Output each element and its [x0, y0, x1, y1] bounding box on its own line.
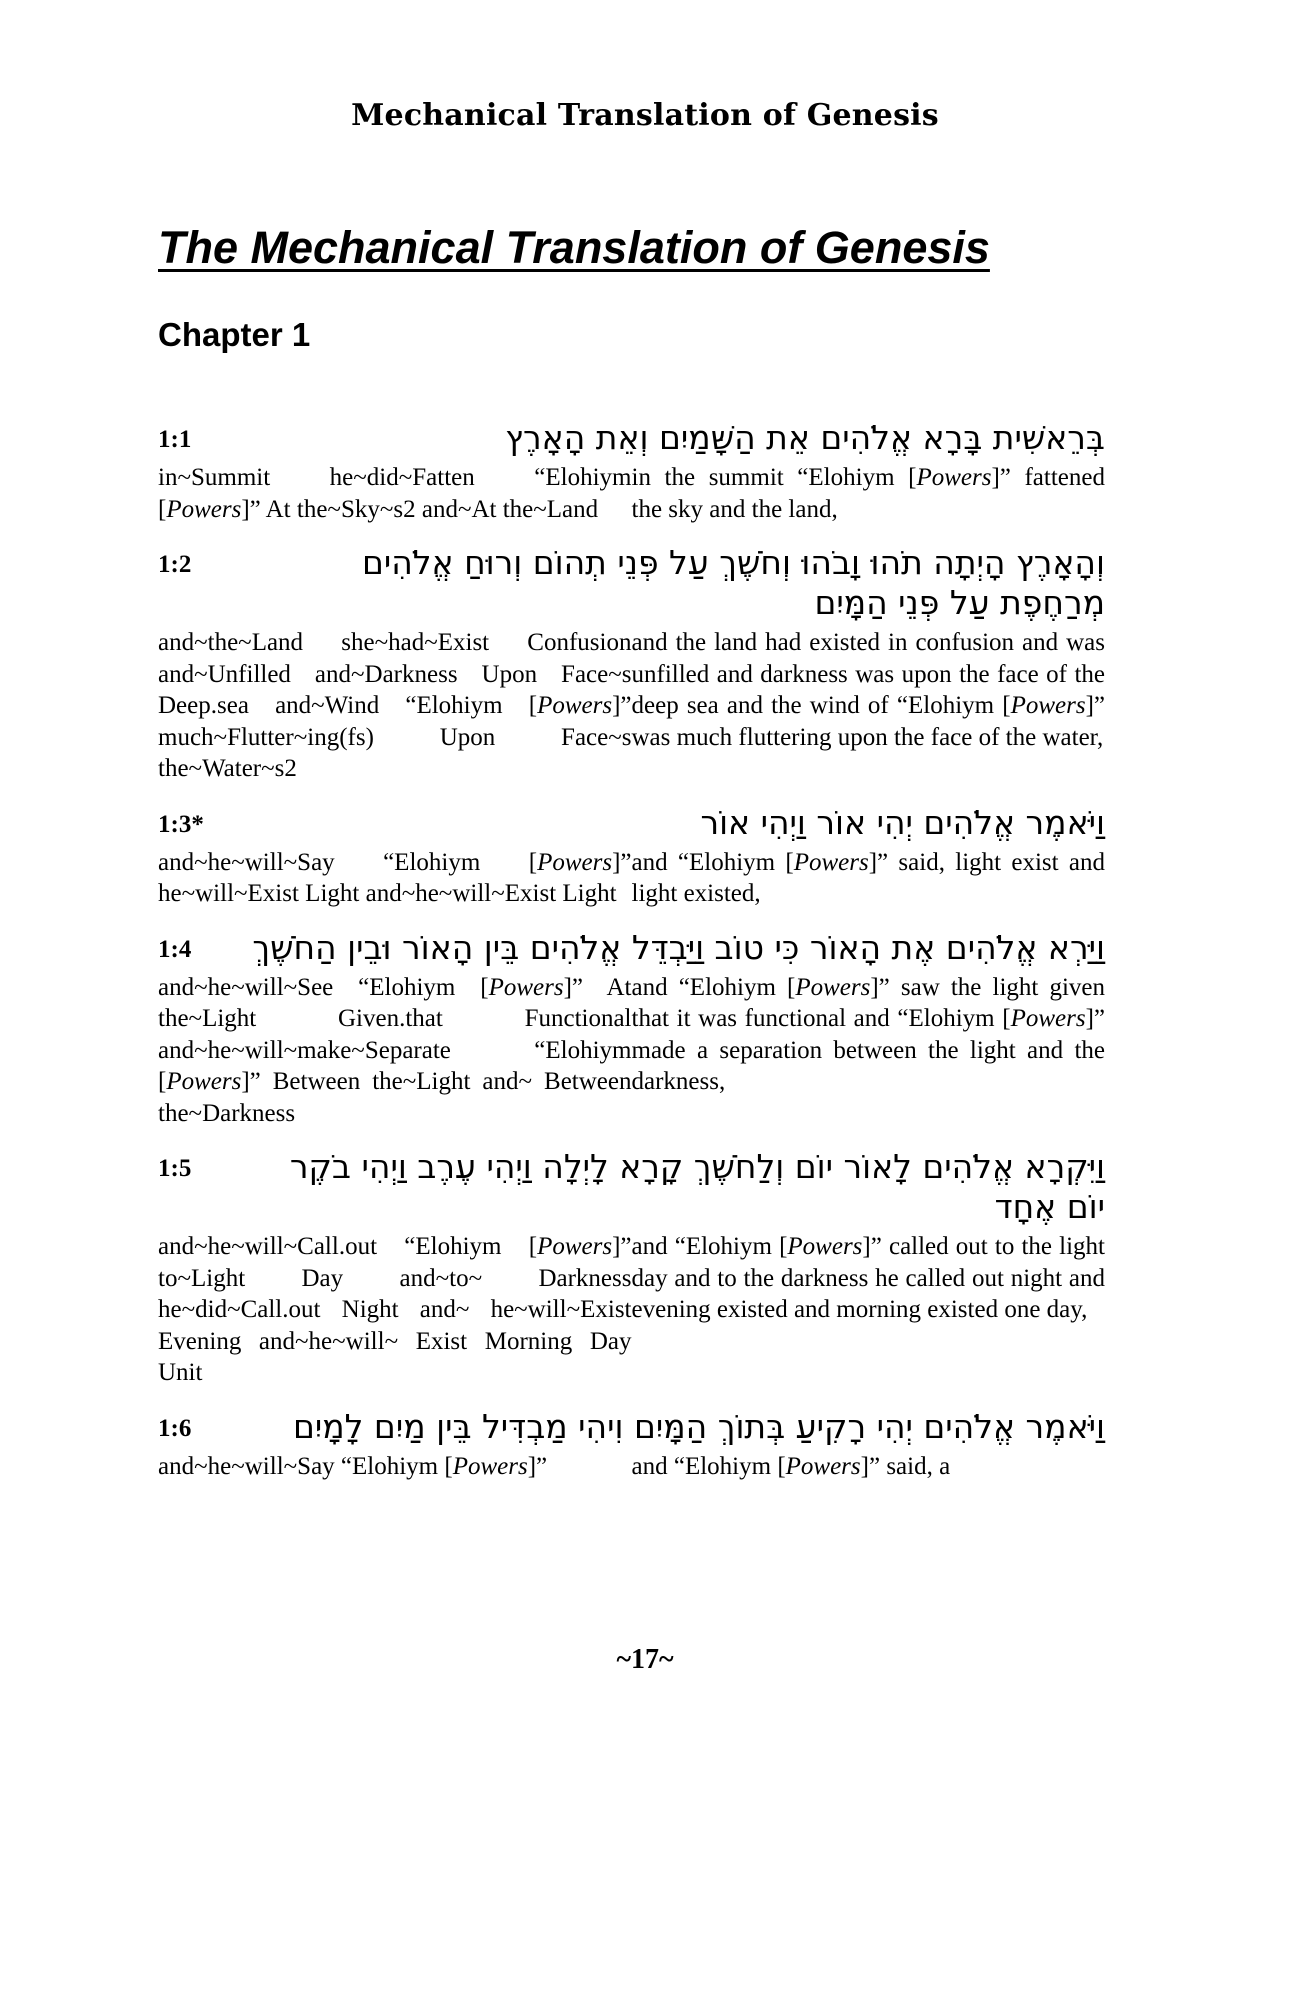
literal-translation: and “Elohiym [Powers]” said, light exist and light existed, [631, 848, 1105, 907]
mechanical-translation: and~he~will~Say “Elohiym [Powers]” he~will~Exist Light and~he~will~Exist Light [158, 848, 632, 907]
verse-1-5 [158, 1147, 1105, 1389]
mechanical-translation: in~Summit he~did~Fatten “Elohiym [Powers]” At the~Sky~s2 and~At the~Land [158, 464, 632, 523]
mechanical-translation: and~he~will~Say “Elohiym [Powers]” [158, 1452, 548, 1480]
verse-number: 1:5 [158, 1155, 192, 1182]
literal-translation: and “Elohiym [Powers]” called out to the light day and to the darkness he called out night and evening existed and morning existed one day, [631, 1233, 1105, 1323]
literal-translation: and “Elohiym [Powers]” said, a [631, 1452, 951, 1480]
mechanical-translation: and~the~Land she~had~Exist Confusion and~Unfilled and~Darkness Upon Face~s Deep.sea and~Wind “Elohiym [Powers]” much~Flutter~ing(fs) Upon Face~s the~Water~s2 [158, 629, 632, 782]
verse-number: 1:2 [158, 551, 192, 578]
literal-translation: and the land had existed in confusion and was unfilled and darkness was upon the face of the deep sea and the wind of “Elohiym [Powers]” was much fluttering upon the face of the water, [631, 629, 1105, 751]
literal-translation: in the summit “Elohiym [Powers]” fattened the sky and the land, [631, 464, 1105, 523]
mechanical-translation: and~he~will~See “Elohiym [Powers]” At the~Light Given.that Functional and~he~will~make~Separate “Elohiym [Powers]” Between the~Light and~ Between the~Darkness [158, 973, 632, 1127]
verse-1-4 [158, 928, 1105, 1130]
verse-list [158, 418, 1105, 1500]
verse-number: 1:3* [158, 810, 204, 838]
hebrew-text: וַיַּרְא אֱלֹהִים אֶת הָאוֹר כִּי טוֹב וַיַּבְדֵּל אֱלֹהִים בֵּין הָאוֹר וּבֵין הַחֹשֶׁךְ [252, 927, 1105, 967]
running-head: Mechanical Translation of Genesis [351, 98, 939, 133]
hebrew-text: וַיֹּאמֶר אֱלֹהִים יְהִי אוֹר וַיְהִי אוֹר [700, 802, 1105, 842]
hebrew-text: בְּרֵאשִׁית בָּרָא אֱלֹהִים אֵת הַשָּׁמַיִם וְאֵת הָאָרֶץ [505, 418, 1105, 457]
page-title: The Mechanical Translation of Genesis [158, 222, 990, 273]
page-number: ~17~ [616, 1644, 674, 1675]
verse-number: 1:6 [158, 1414, 192, 1442]
verse-1-1 [158, 418, 1105, 525]
mechanical-translation: and~he~will~Call.out “Elohiym [Powers]” to~Light Day and~to~ Darkness he~did~Call.out Night and~ he~will~Exist Evening and~he~will~ Exist Morning Day Unit [158, 1233, 632, 1386]
verse-number: 1:4 [158, 935, 192, 963]
hebrew-text: וַיִּקְרָא אֱלֹהִים לָאוֹר יוֹם וְלַחֹשֶׁךְ קָרָא לָיְלָה וַיְהִי עֶרֶב וַיְהִי בֹקֶר יוֹם אֶחָד [289, 1147, 1105, 1226]
chapter-heading: Chapter 1 [158, 316, 311, 353]
hebrew-text: וְהָאָרֶץ הָיְתָה תֹהוּ וָבֹהוּ וְחֹשֶׁךְ עַל פְּנֵי תְהוֹם וְרוּחַ אֱלֹהִים מְרַחֶפֶת עַל פְּנֵי הַמָּיִם [361, 543, 1105, 622]
hebrew-text: וַיֹּאמֶר אֱלֹהִים יְהִי רָקִיעַ בְּתוֹךְ הַמָּיִם וִיהִי מַבְדִּיל בֵּין מַיִם לָמָיִם [292, 1406, 1105, 1446]
verse-1-3 [158, 803, 1105, 910]
literal-translation: and “Elohiym [Powers]” saw the light given that it was functional and “Elohiym [Powers]” made a separation between the light and the darkness, [631, 973, 1105, 1095]
verse-1-6 [158, 1407, 1105, 1483]
verse-1-2 [158, 543, 1105, 785]
verse-number: 1:1 [158, 426, 192, 453]
